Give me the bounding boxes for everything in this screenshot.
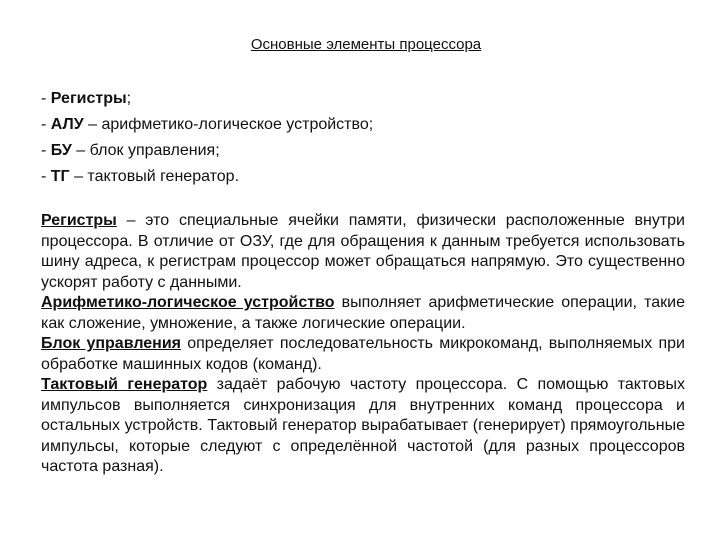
paragraph-registers [41, 211, 685, 293]
list-dash: - [41, 90, 51, 107]
list-item [41, 164, 373, 190]
list-text: – тактовый генератор. [69, 168, 240, 185]
paragraph-text: – это специальные ячейки памяти, физически расположенные внутри процессора. В отличие от ОЗУ, где для обращения к данным требуется использовать шину адреса, к регистрам процессор может обращаться напрямую. Это существенно ускорят работу с данными. [41, 212, 685, 291]
paragraph-text: определяет последовательность микрокоманд, выполняемых при обработке машинных кодов (команд). [41, 335, 685, 373]
paragraph-text: выполняет арифметические операции, такие как сложение, умножение, а также логические операции. [41, 294, 685, 332]
list-dash: - [41, 116, 51, 133]
list-item [41, 112, 373, 138]
list-text: ; [126, 90, 132, 107]
description-body [41, 211, 685, 478]
paragraph-clock [41, 375, 685, 478]
paragraph-text: задаёт рабочую частоту процессора. С помощью тактовых импульсов выполняется синхронизация для внутренних команд процессора и остальных устройств. Тактовый генератор вырабатывает (генерирует) прямоугольные импульсы, которые следуют с определённой частотой (для разных процессоров частота разная). [41, 376, 685, 475]
paragraph-alu [41, 293, 685, 334]
term-alu: Арифметико-логическое устройство [41, 294, 335, 311]
list-text: – арифметико-логическое устройство; [83, 116, 374, 133]
list-dash: - [41, 142, 51, 159]
list-text: – блок управления; [71, 142, 220, 159]
term-clock: Тактовый генератор [41, 376, 208, 393]
list-dash: - [41, 168, 51, 185]
list-term: Регистры [50, 90, 127, 107]
list-term: ТГ [50, 168, 70, 185]
element-list [41, 86, 373, 190]
paragraph-control-unit [41, 334, 685, 375]
term-registers: Регистры [41, 212, 117, 229]
list-item [41, 86, 373, 112]
page-title: Основные элементы процессора [250, 36, 482, 53]
list-item [41, 138, 373, 164]
list-term: АЛУ [50, 116, 84, 133]
term-control-unit: Блок управления [41, 335, 182, 352]
list-term: БУ [50, 142, 72, 159]
